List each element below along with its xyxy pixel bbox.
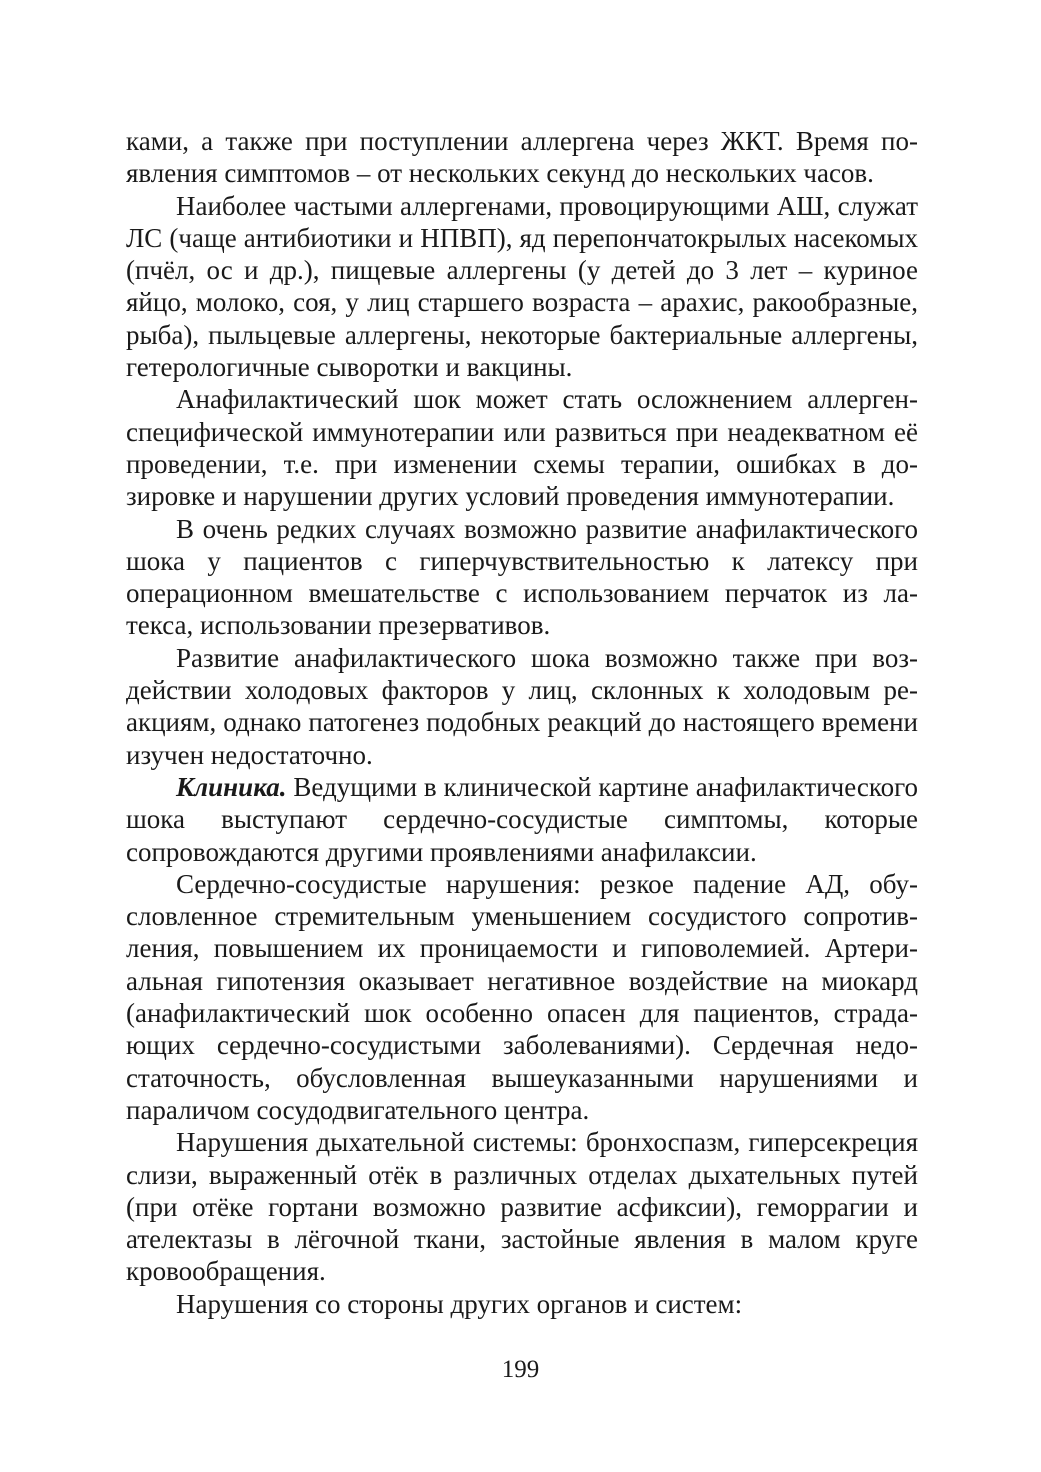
section-lead-heading: Клиника. — [176, 771, 287, 802]
paragraph: В очень редких случаях возможно развитие анафилактического шока у пациентов с гиперчувствительностью к латексу при операционном вмешательстве с использованием перчаток из латекса, использовании презервативов. — [126, 513, 918, 641]
paragraph: Сердечно-сосудистые нарушения: резкое падение АД, обусловленное стремительным уменьшением сосудистого сопротивления, повышением их проницаемости и гиповолемией. Артериальная гипотензия оказывает негативное воздействие на миокард (анафилактический шок особенно опасен для пациентов, страдающих сердечно-сосудистыми заболеваниями). Сердечная недостаточность, обусловленная вышеуказанными нарушениями и параличом сосудодвигательного центра. — [126, 868, 918, 1125]
page-number: 199 — [501, 1356, 540, 1383]
paragraph: Анафилактический шок может стать осложнением аллергенспецифической иммунотерапии или развиться при неадекватном её проведении, т.е. при изменении схемы терапии, ошибках в дозировке и нарушении других условий проведения иммунотерапии. — [126, 384, 918, 512]
paragraph-clinic — [126, 771, 918, 868]
paragraph: Развитие анафилактического шока возможно также при воздействии холодовых факторов у лиц, склонных к холодовым реакциям, однако патогенез подобных реакций до настоящего времени изучен недостаточно. — [126, 642, 918, 770]
paragraph: Наиболее частыми аллергенами, провоцирующими АШ, служат ЛС (чаще антибиотики и НПВП), яд перепончатокрылых насекомых (пчёл, ос и др.), пищевые аллергены (у детей до 3 лет – куриное яйцо, молоко, соя, у лиц старшего возраста – арахис, ракообразные, рыба), пыльцевые аллергены, некоторые бактериальные аллергены, гетерологичные сыворотки и вакцины. — [126, 190, 918, 383]
paragraph: Нарушения дыхательной системы: бронхоспазм, гиперсекреция слизи, выраженный отёк в различных отделах дыхательных путей (при отёке гортани возможно развитие асфиксии), геморрагии и ателектазы в лёгочной ткани, застойные явления в малом круге кровообращения. — [126, 1127, 918, 1287]
paragraph: Нарушения со стороны других органов и систем: — [176, 1288, 743, 1319]
body-text — [126, 125, 918, 1320]
paragraph-text: Ведущими в клинической картине анафилактического шока выступают сердечно-сосудистые симптомы, которые сопровождаются другими проявлениями анафилаксии. — [126, 771, 918, 867]
paragraph: ками, а также при поступлении аллергена через ЖКТ. Время появления симптомов – от нескольких секунд до нескольких часов. — [126, 126, 918, 189]
